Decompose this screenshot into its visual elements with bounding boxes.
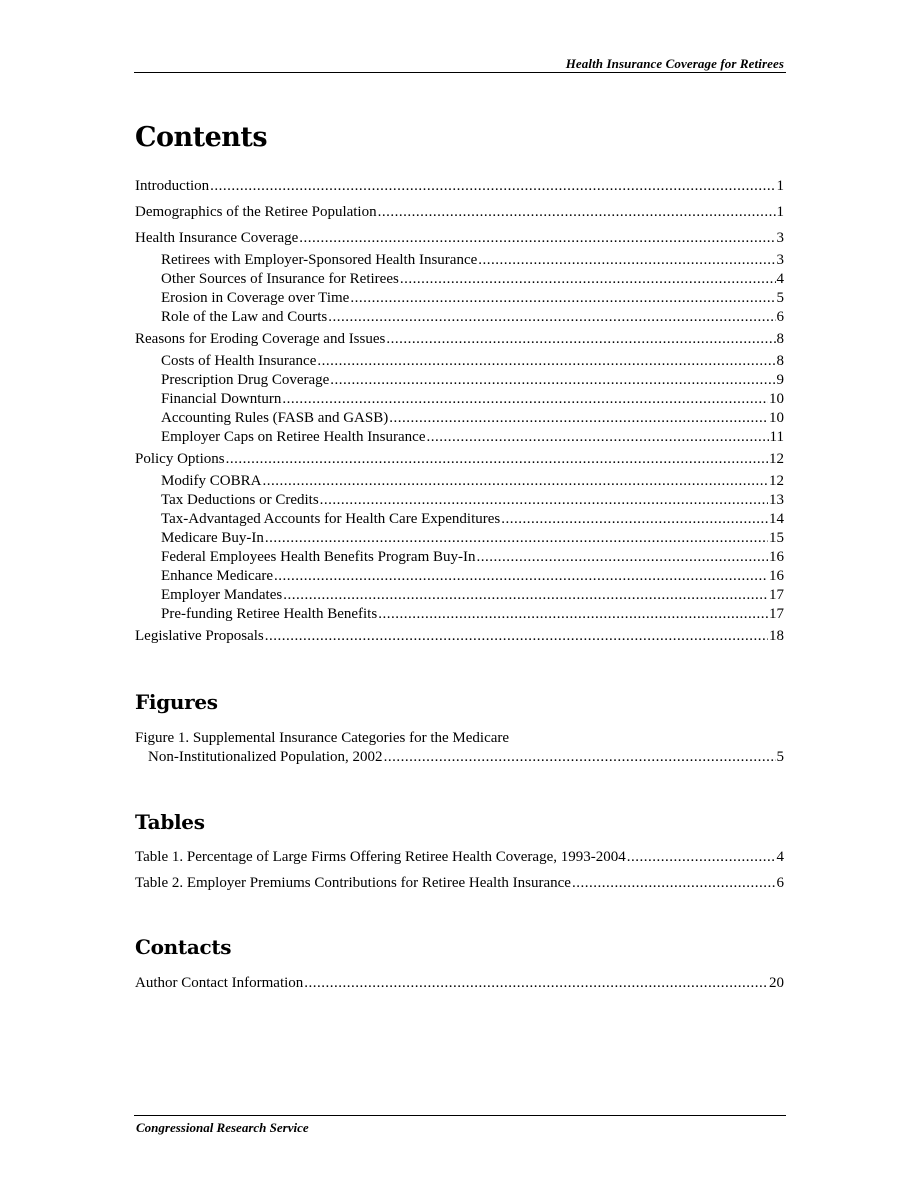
page-number: 8 [776,331,784,347]
toc-entry-tax-advantaged-accounts[interactable]: Tax-Advantaged Accounts for Health Care Expenditures ..... 14 [135,510,784,529]
toc-entry-retirees-employer-sponsored[interactable]: Retirees with Employer-Sponsored Health Insurance ..... 3 [135,251,784,270]
footer-rule [134,1115,786,1116]
contents-list [135,177,784,646]
toc-entry-accounting-rules[interactable]: Accounting Rules (FASB and GASB) ..... 10 [135,409,784,428]
running-header-title: Health Insurance Coverage for Retirees [565,56,784,71]
toc-entry-pre-funding[interactable]: Pre-funding Retiree Health Benefits ..... 17 [135,605,784,624]
tables-heading: Tables [135,810,205,834]
page-number: 17 [769,606,784,622]
toc-entry-employer-mandates[interactable]: Employer Mandates ..... 17 [135,586,784,605]
contacts-list [135,974,784,993]
toc-entry-modify-cobra[interactable]: Modify COBRA ..... 12 [135,472,784,491]
page-number: 5 [776,749,784,765]
toc-entry-tax-deductions[interactable]: Tax Deductions or Credits ..... 13 [135,491,784,510]
page-number: 12 [769,451,784,467]
toc-entry-employer-caps[interactable]: Employer Caps on Retiree Health Insurance ..... 11 [135,428,784,447]
contents-heading: Contents [135,122,268,153]
page-number: 16 [769,549,784,565]
contacts-heading: Contacts [135,935,232,959]
page-number: 15 [769,530,784,546]
page-number: 20 [769,975,784,991]
header-rule [134,72,786,73]
toc-entry-medicare-buy-in[interactable]: Medicare Buy-In ..... 15 [135,529,784,548]
figure-1-title-line1: Figure 1. Supplemental Insurance Categories for the Medicare [135,730,510,746]
page-number: 17 [769,587,784,603]
page-number: 13 [769,492,784,508]
toc-entry-erosion-in-coverage[interactable]: Erosion in Coverage over Time ..... 5 [135,289,784,308]
page-number: 9 [776,372,784,388]
toc-entry-prescription-drug[interactable]: Prescription Drug Coverage ..... 9 [135,371,784,390]
running-footer-title: Congressional Research Service [136,1120,309,1135]
toc-entry-table-1[interactable]: Table 1. Percentage of Large Firms Offering Retiree Health Coverage, 1993-2004 ..... 4 [135,848,784,867]
page-number: 12 [769,473,784,489]
toc-entry-legislative-proposals[interactable]: Legislative Proposals ..... 18 [135,627,784,646]
page-number: 1 [776,178,784,194]
toc-entry-health-insurance-coverage[interactable]: Health Insurance Coverage ..... 3 [135,229,784,248]
page-number: 11 [769,429,784,445]
toc-entry-enhance-medicare[interactable]: Enhance Medicare ..... 16 [135,567,784,586]
toc-entry-introduction[interactable]: Introduction ..... 1 [135,177,784,196]
page-number: 6 [776,309,784,325]
toc-entry-policy-options[interactable]: Policy Options ..... 12 [135,450,784,469]
page-number: 3 [776,252,784,268]
toc-entry-demographics[interactable]: Demographics of the Retiree Population ..... 1 [135,203,784,222]
toc-entry-role-of-law[interactable]: Role of the Law and Courts ..... 6 [135,308,784,327]
page-number: 10 [769,410,784,426]
toc-entry-fehbp-buy-in[interactable]: Federal Employees Health Benefits Program Buy-In ..... 16 [135,548,784,567]
page-number: 5 [776,290,784,306]
page-number: 14 [769,511,784,527]
page-number: 16 [769,568,784,584]
page-number: 4 [776,849,784,865]
page-number: 3 [776,230,784,246]
toc-entry-author-contact[interactable]: Author Contact Information ..... 20 [135,974,784,993]
page-number: 10 [769,391,784,407]
page-number: 18 [769,628,784,644]
figures-list [135,729,784,767]
toc-entry-reasons-for-eroding[interactable]: Reasons for Eroding Coverage and Issues ..... 8 [135,330,784,349]
toc-entry-other-sources[interactable]: Other Sources of Insurance for Retirees ..... 4 [135,270,784,289]
toc-entry-costs-of-health-insurance[interactable]: Costs of Health Insurance ..... 8 [135,352,784,371]
page-number: 8 [776,353,784,369]
figures-heading: Figures [135,690,218,714]
tables-list [135,848,784,893]
toc-entry-table-2[interactable]: Table 2. Employer Premiums Contributions for Retiree Health Insurance ..... 6 [135,874,784,893]
page-number: 4 [776,271,784,287]
figure-1-title-line2-row: Non-Institutionalized Population, 2002 ..... 5 [135,748,784,767]
toc-entry-financial-downturn[interactable]: Financial Downturn ..... 10 [135,390,784,409]
page-number: 6 [776,875,784,891]
toc-entry-figure-1[interactable] [135,729,784,767]
page-number: 1 [776,204,784,220]
